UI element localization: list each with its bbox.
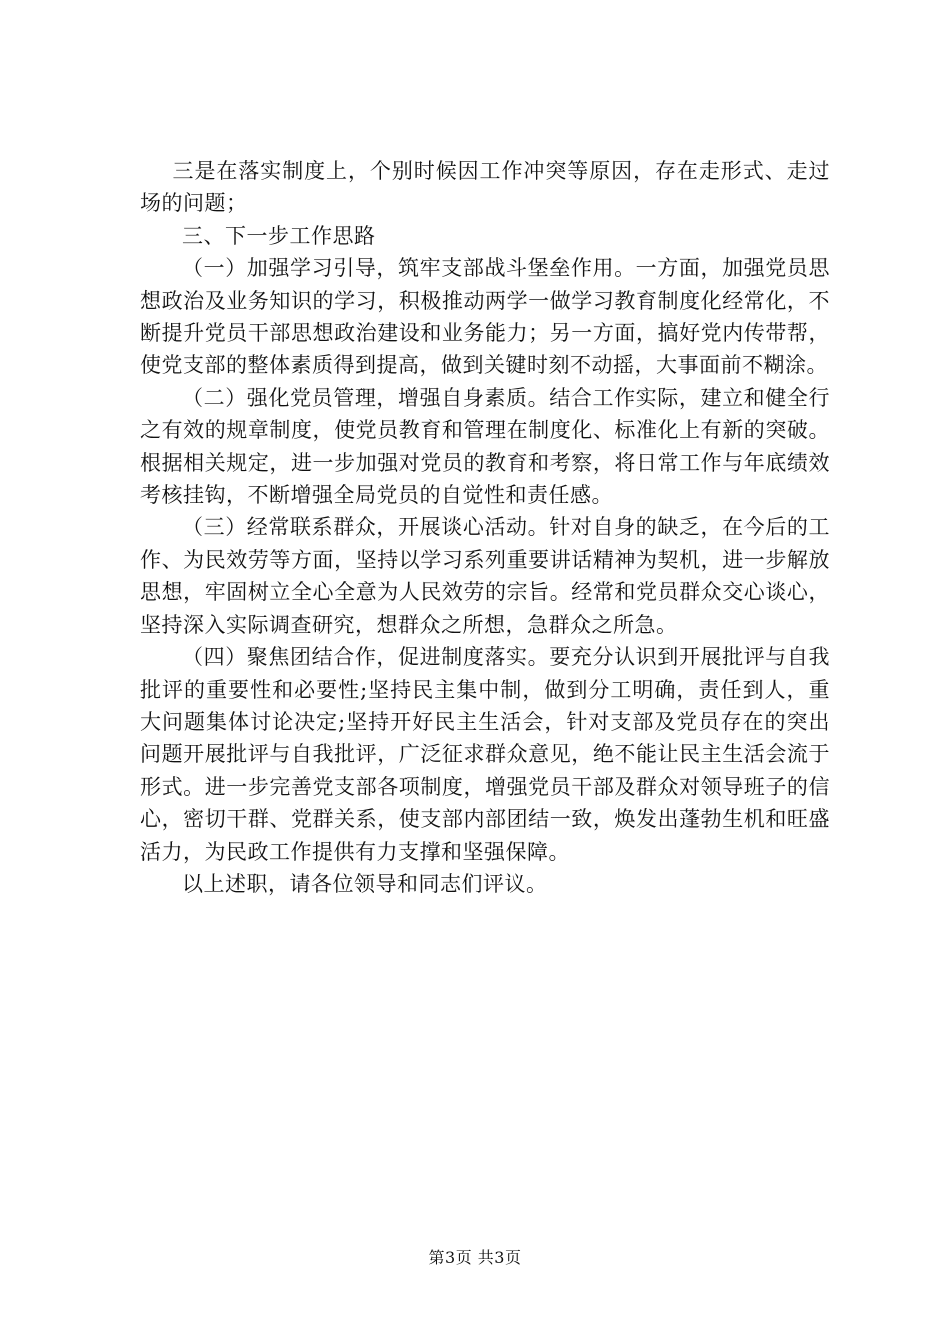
paragraph-point-four: （四）聚焦团结合作，促进制度落实。要充分认识到开展批评与自我批评的重要性和必要性;坚持民主集中制，做到分工明确，责任到人，重大问题集体讨论决定;坚持开好民主生活会，针对支部及党员存在的突出问题开展批评与自我批评，广泛征求群众意见，绝不能让民主生活会流于形式。进一步完善党支部各项制度，增强党员干部及群众对领导班子的信心，密切干群、党群关系，使支部内部团结一致，焕发出蓬勃生机和旺盛活力，为民政工作提供有力支撑和坚强保障。: [140, 645, 830, 864]
paragraph-point-three: （三）经常联系群众，开展谈心活动。针对自身的缺乏，在今后的工作、为民效劳等方面，坚持以学习系列重要讲话精神为契机，进一步解放思想，牢固树立全心全意为人民效劳的宗旨。经常和党员群众交心谈心，坚持深入实际调查研究，想群众之所想，急群众之所急。: [140, 515, 830, 637]
paragraph-system-issue: 三是在落实制度上，个别时候因工作冲突等原因，存在走形式、走过场的问题；: [140, 159, 830, 216]
paragraph-point-one: （一）加强学习引导，筑牢支部战斗堡垒作用。一方面，加强党员思想政治及业务知识的学习，积极推动两学一做学习教育制度化经常化，不断提升党员干部思想政治建设和业务能力；另一方面，搞好党内传带帮，使党支部的整体素质得到提高，做到关键时刻不动摇，大事面前不糊涂。: [140, 256, 830, 378]
section-heading-next-steps: 三、下一步工作思路: [182, 223, 376, 248]
document-body: [140, 155, 830, 900]
paragraph-point-two: （二）强化党员管理，增强自身素质。结合工作实际，建立和健全行之有效的规章制度，使党员教育和管理在制度化、标准化上有新的突破。根据相关规定，进一步加强对党员的教育和考察，将日常工作与年底绩效考核挂钩，不断增强全局党员的自觉性和责任感。: [140, 385, 830, 508]
paragraph-closing: 以上述职，请各位领导和同志们评议。: [182, 871, 548, 896]
page-number-footer: 第3页 共3页: [428, 1248, 522, 1267]
